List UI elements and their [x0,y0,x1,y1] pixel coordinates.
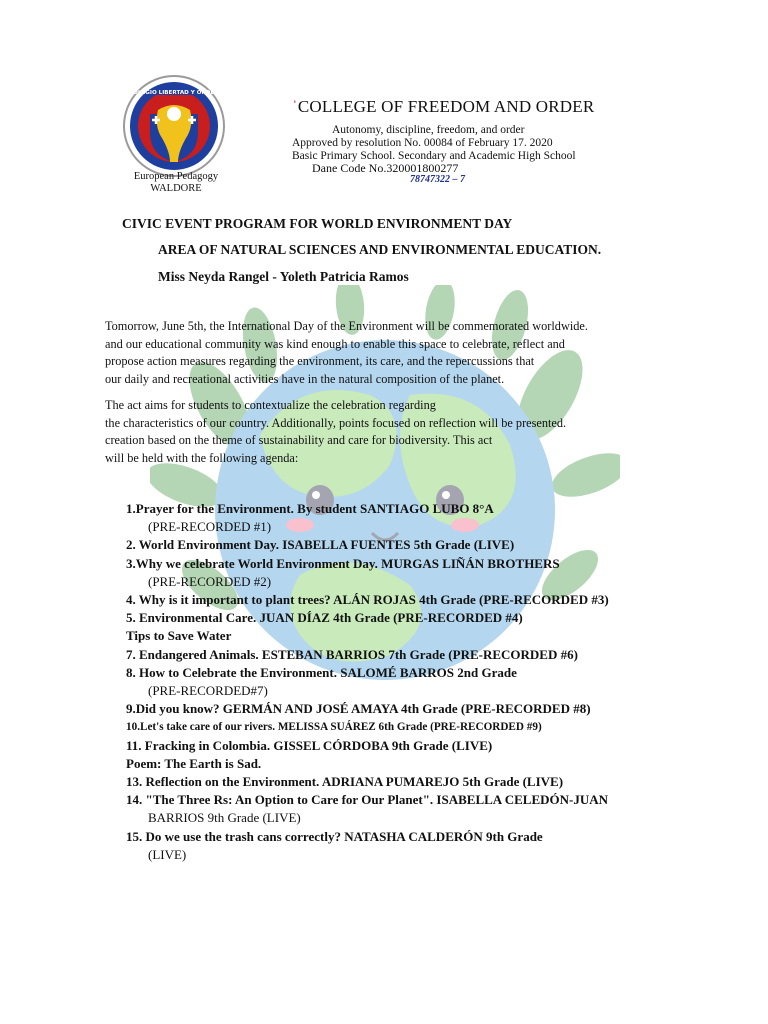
phone-number: 78747322 – 7 [410,174,465,185]
logo-ring-text: COLEGIO LIBERTAD Y ORDEN [129,90,219,96]
intro-line: propose action measures regarding the environment, its care, and the repercussions that [105,354,535,369]
aim-line: the characteristics of our country. Additionally, points focused on reflection will be presented. [105,415,567,430]
college-name: ˈCOLLEGE OF FREEDOM AND ORDER [292,97,595,116]
college-name-text: COLLEGE OF FREEDOM AND ORDER [297,97,595,116]
intro-paragraph [105,318,670,389]
aim-line: The act aims for students to contextualize the celebration regarding [105,398,436,412]
intro-line: and our educational community was kind enough to enable this space to celebrate, reflect and [105,336,565,351]
logo-caption [118,171,234,195]
agenda-item: 5. Environmental Care. JUAN DÍAZ 4th Grade (PRE-RECORDED #4) [126,610,523,626]
agenda-note: Tips to Save Water [126,628,232,644]
dane-code: Dane Code No.320001800277 [312,161,459,175]
agenda-item-detail: BARRIOS 9th Grade (LIVE) [148,810,301,826]
agenda-item-detail: (PRE-RECORDED #2) [148,573,272,589]
aim-line: will be held with the following agenda: [105,451,299,466]
agenda-list [126,500,766,864]
college-motto: Autonomy, discipline, freedom, and order [332,124,525,136]
intro-line: Tomorrow, June 5th, the International Day of the Environment will be commemorated worldwide. [105,319,588,333]
school-levels: Basic Primary School. Secondary and Academic High School [292,150,576,162]
agenda-item: 15. Do we use the trash cans correctly? NATASHA CALDERÓN 9th Grade [126,828,543,844]
area-title: AREA OF NATURAL SCIENCES AND ENVIRONMENTAL EDUCATION. [158,242,602,257]
agenda-item: 2. World Environment Day. ISABELLA FUENTES 5th Grade (LIVE) [126,537,515,553]
agenda-item-detail: (LIVE) [148,846,187,862]
logo-caption-line2: WALDORE [150,183,202,194]
teachers-line: Miss Neyda Rangel - Yoleth Patricia Ramos [158,269,409,284]
agenda-item: 3.Why we celebrate World Environment Day. MURGAS LIÑÁN BROTHERS [126,555,560,571]
aim-paragraph [105,397,670,468]
agenda-item: 8. How to Celebrate the Environment. SALOMÉ BARROS 2nd Grade [126,664,517,680]
agenda-item: 11. Fracking in Colombia. GISSEL CÓRDOBA 9th Grade (LIVE) [126,737,493,753]
agenda-item: 7. Endangered Animals. ESTEBAN BARRIOS 7th Grade (PRE-RECORDED #6) [126,646,578,662]
agenda-item: 10.Let's take care of our rivers. MELISSA SUÁREZ 6th Grade (PRE-RECORDED #9) [126,721,542,734]
agenda-item: 1.Prayer for the Environment. By student SANTIAGO LUBO 8°A [126,501,494,516]
agenda-item: 4. Why is it important to plant trees? ALÁN ROJAS 4th Grade (PRE-RECORDED #3) [126,592,609,608]
intro-line: our daily and recreational activities have in the natural composition of the planet. [105,372,505,387]
agenda-item: 13. Reflection on the Environment. ADRIANA PUMAREJO 5th Grade (LIVE) [126,774,564,790]
college-logo-emblem [122,74,226,178]
approval-resolution: Approved by resolution No. 00084 of February 17. 2020 [292,137,553,149]
logo-caption-line1: European Pedagogy [133,171,219,182]
program-title: CIVIC EVENT PROGRAM FOR WORLD ENVIRONMENT DAY [122,216,513,231]
aim-line: creation based on the theme of sustainability and care for biodiversity. This act [105,433,493,448]
agenda-item: 14. "The Three Rs: An Option to Care for Our Planet". ISABELLA CELEDÓN-JUAN [126,792,608,808]
agenda-item: 9.Did you know? GERMÁN AND JOSÉ AMAYA 4th Grade (PRE-RECORDED #8) [126,701,591,717]
agenda-item-detail: (PRE-RECORDED #1) [148,519,272,535]
agenda-note: Poem: The Earth is Sad. [126,755,262,771]
agenda-item-detail: (PRE-RECORDED#7) [148,683,268,699]
